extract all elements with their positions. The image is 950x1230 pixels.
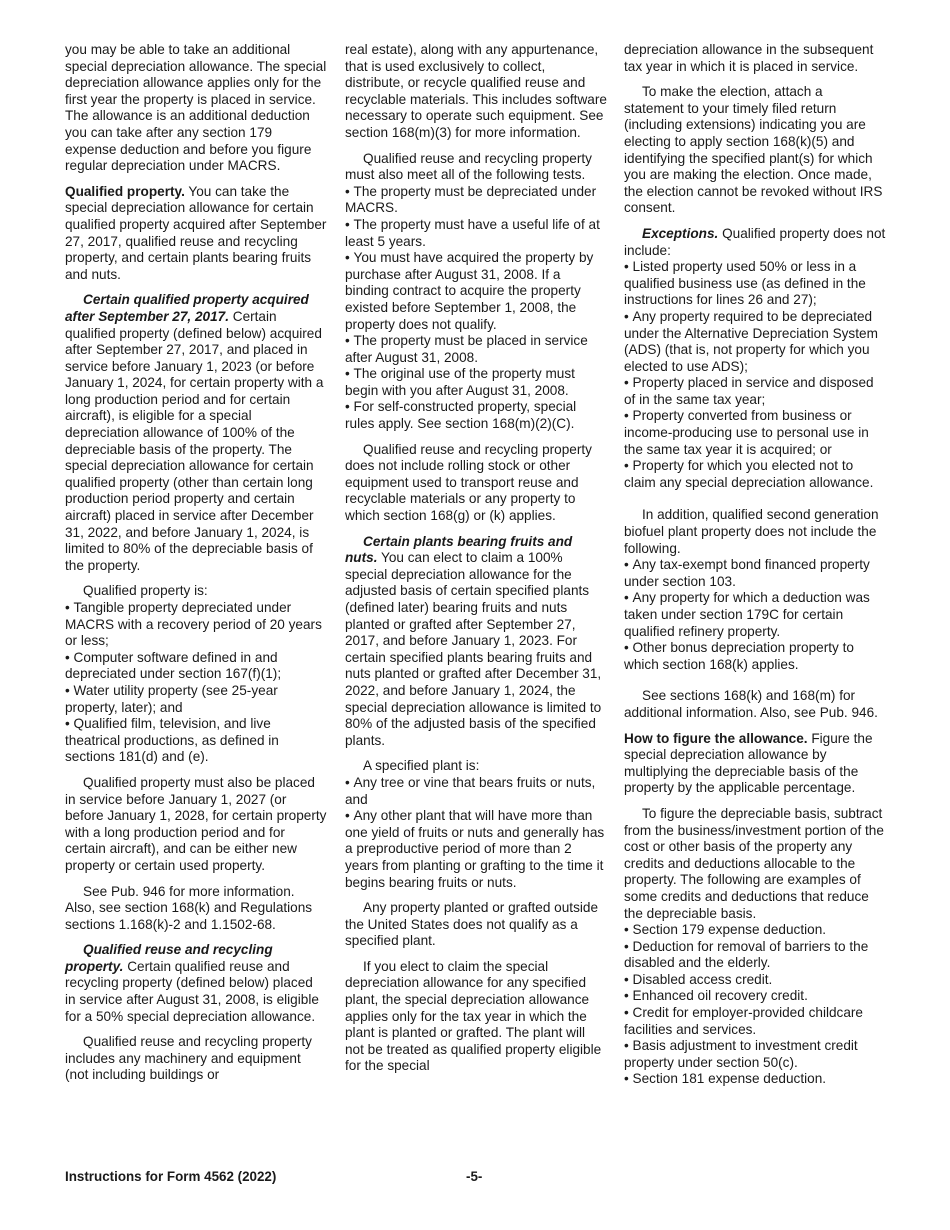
- list-item: • For self-constructed property, special rules apply. See section 168(m)(2)(C).: [345, 399, 607, 432]
- list-item: • Any property for which a deduction was taken under section 179C for certain qualified refinery property.: [624, 590, 886, 640]
- list-item: • Section 179 expense deduction.: [624, 922, 886, 939]
- heading-qualified-property: Qualified property.: [65, 183, 185, 199]
- list-item: • Basis adjustment to investment credit property under section 50(c).: [624, 1038, 886, 1071]
- column-1: [65, 42, 327, 1093]
- heading-how-to-figure: How to figure the allowance.: [624, 730, 808, 746]
- reductions-list: [624, 806, 886, 1088]
- list-item: • Property converted from business or income-producing use to personal use in the same tax year it is acquired; or: [624, 408, 886, 458]
- heading-plants: Certain plants bearing fruits and nuts.: [345, 533, 573, 566]
- paragraph-certain-qualified-property: Certain qualified property acquired after September 27, 2017. Certain qualified property (defined below) acquired after September 27, 2017, and placed in service before January 1, 2023 (or before January 1, 2024, for certain property with a long production period and for certain aircraft), is eligible for a special depreciation allowance of 100% of the depreciable basis of the property. The special depreciation allowance for certain qualified property (other than certain long production period property and certain aircraft) placed in service after December 31, 2022, and before January 1, 2024, is limited to 80% of the depreciable basis of the property.: [65, 292, 324, 573]
- exceptions-intro: Exceptions. Qualified property does not include:: [624, 225, 886, 258]
- list-item: • Section 181 expense deduction.: [624, 1071, 886, 1088]
- list-item: • The property must have a useful life of at least 5 years.: [345, 217, 607, 250]
- paragraph-see-pub: See Pub. 946 for more information. Also, see section 168(k) and Regulations sections 1.168(k)-2 and 1.1502-68.: [65, 883, 313, 932]
- paragraph-continued: depreciation allowance in the subsequent tax year in which it is placed in service.: [624, 42, 874, 74]
- list-item: • The property must be depreciated under MACRS.: [345, 184, 607, 217]
- list-intro: A specified plant is:: [363, 758, 480, 774]
- paragraph-qualified-property: Qualified property. You can take the special depreciation allowance for certain qualified property acquired after September 27, 2017, qualified reuse and recycling property, and certain plants bearing fruits and nuts.: [65, 183, 327, 282]
- footer-page-number: -5-: [466, 1169, 483, 1184]
- biofuel-list: [624, 507, 886, 673]
- reuse-tests-list: [345, 151, 607, 433]
- column-2: [345, 42, 607, 1084]
- column-3: [624, 42, 886, 1097]
- paragraph-continued: real estate), along with any appurtenance, that is used exclusively to collect, distribute, or recycle qualified reuse and recyclable materials. This includes software necessary to operate such equipment. See section 168(m)(3) for more information.: [345, 42, 607, 140]
- heading-exceptions: Exceptions.: [642, 225, 719, 241]
- paragraph-how-to-figure: How to figure the allowance. Figure the special depreciation allowance by multiplying the depreciable basis of the property by the applicable percentage.: [624, 730, 873, 796]
- paragraph-reuse-recycling: Qualified reuse and recycling property. Certain qualified reuse and recycling property (defined below) placed in service after August 31, 2008, is eligible for a 50% special depreciation allowance.: [65, 942, 319, 1024]
- list-item: • Property for which you elected not to claim any special depreciation allowance.: [624, 458, 886, 491]
- list-item: • Disabled access credit.: [624, 972, 886, 989]
- list-item: • You must have acquired the property by purchase after August 31, 2008. If a binding contract to acquire the property existed before September 1, 2008, the property does not qualify.: [345, 250, 607, 333]
- list-item: • Any tax-exempt bond financed property under section 103.: [624, 557, 886, 590]
- list-item: • Property placed in service and disposed of in the same tax year;: [624, 375, 886, 408]
- exceptions-list: [624, 226, 886, 492]
- paragraph-outside-us: Any property planted or grafted outside the United States does not qualify as a specified plant.: [345, 900, 599, 949]
- specified-plant-list: [345, 758, 607, 891]
- list-intro: In addition, qualified second generation biofuel plant property does not include the following.: [624, 507, 879, 556]
- list-intro: Qualified reuse and recycling property must also meet all of the following tests.: [345, 150, 592, 183]
- list-item: • The property must be placed in service after August 31, 2008.: [345, 333, 607, 366]
- list-item: • Water utility property (see 25-year property, later); and: [65, 683, 327, 716]
- paragraph-make-election: To make the election, attach a statement to your timely filed return (including extensions) indicating you are electing to apply section 168(k)(5) and identifying the specified plant(s) for which you are making the election. Once made, the election cannot be revoked without IRS consent.: [624, 84, 883, 216]
- list-item: • Any property required to be depreciated under the Alternative Depreciation System (ADS) (that is, not property for which you elected to use ADS);: [624, 309, 886, 375]
- paragraph-placed-in-service: Qualified property must also be placed in service before January 1, 2027 (or before January 1, 2028, for certain property with a long production period and for certain aircraft), and can be either new property or certain used property.: [65, 774, 327, 873]
- list-item: • Any tree or vine that bears fruits or nuts, and: [345, 775, 607, 808]
- list-item: • Listed property used 50% or less in a qualified business use (as defined in the instructions for lines 26 and 27);: [624, 259, 886, 309]
- list-item: • The original use of the property must begin with you after August 31, 2008.: [345, 366, 607, 399]
- list-item: • Qualified film, television, and live theatrical productions, as defined in sections 181(d) and (e).: [65, 716, 327, 766]
- heading-certain-qualified-property: Certain qualified property acquired after September 27, 2017.: [65, 292, 309, 324]
- list-item: • Other bonus depreciation property to which section 168(k) applies.: [624, 640, 886, 673]
- list-item: • Enhanced oil recovery credit.: [624, 988, 886, 1005]
- list-item: • Credit for employer-provided childcare facilities and services.: [624, 1005, 886, 1038]
- footer-form-title: Instructions for Form 4562 (2022): [65, 1169, 277, 1184]
- list-item: • Computer software defined in and depreciated under section 167(f)(1);: [65, 650, 327, 683]
- paragraph-intro: you may be able to take an additional special depreciation allowance. The special depreciation allowance applies only for the first year the property is placed in service. The allowance is an additional deduction you can take after any section 179 expense deduction and before you figure regular depreciation under MACRS.: [65, 42, 327, 174]
- list-item: • Tangible property depreciated under MACRS with a recovery period of 20 years or less;: [65, 600, 327, 650]
- paragraph-reuse-includes: Qualified reuse and recycling property includes any machinery and equipment (not including buildings or: [65, 1034, 312, 1083]
- list-intro: To figure the depreciable basis, subtract from the business/investment portion of the cost or other basis of the property any credits and deductions allocable to the property. The following are examples of some credits and deductions that reduce the depreciable basis.: [624, 805, 884, 921]
- list-item: • Deduction for removal of barriers to the disabled and the elderly.: [624, 939, 886, 972]
- list-intro: Qualified property is:: [83, 583, 208, 599]
- heading-reuse-recycling: Qualified reuse and recycling property.: [65, 942, 273, 974]
- paragraph-see-sections: See sections 168(k) and 168(m) for additional information. Also, see Pub. 946.: [624, 688, 878, 720]
- qualified-property-list: [65, 583, 327, 766]
- list-item: • Any other plant that will have more than one yield of fruits or nuts and generally has a preproductive period of more than 2 years from planting or grafting to the time it begins bearing fruits or nuts.: [345, 808, 607, 891]
- paragraph-elect: If you elect to claim the special depreciation allowance for any specified plant, the special depreciation allowance applies only for the tax year in which the plant is planted or grafted. The plant will not be treated as qualified property eligible for the special: [345, 958, 602, 1074]
- paragraph-not-include: Qualified reuse and recycling property does not include rolling stock or other equipment used to transport reuse and recyclable materials or any property to which section 168(g) or (k) applies.: [345, 441, 592, 524]
- paragraph-plants: Certain plants bearing fruits and nuts. You can elect to claim a 100% special depreciation allowance for the adjusted basis of certain specified plants (defined later) bearing fruits and nuts planted or grafted after September 27, 2017, and before January 1, 2023. For certain specified plants bearing fruits and nuts planted or grafted after December 31, 2022, and before January 1, 2024, the special depreciation allowance is limited to 80% of the adjusted basis of the specified plants.: [345, 533, 602, 748]
